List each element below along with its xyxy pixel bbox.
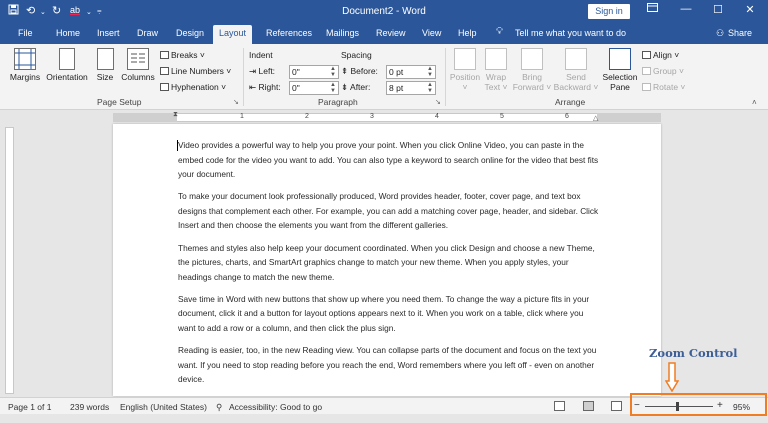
- paragraph[interactable]: Save time in Word with new buttons that show up where you need them. To change the way a picture fits in your document, click it and a button for layout options appears next to it. When you work on a table, click where you want to add a row or a column, and then click the plus sign.: [178, 293, 590, 333]
- group-label: Group: [653, 66, 677, 76]
- group-separator: [445, 48, 446, 106]
- annotation-arrow-icon: [665, 362, 679, 392]
- ribbon: [0, 44, 768, 110]
- ruler-left-margin: [113, 113, 177, 122]
- indent-left-text: Left:: [258, 66, 276, 76]
- breaks-icon: [160, 51, 169, 59]
- tab-draw[interactable]: Draw: [137, 28, 159, 38]
- indent-marker-icon[interactable]: ⧗: [173, 111, 178, 118]
- hyphenation-label: Hyphenation: [171, 82, 219, 92]
- close-icon[interactable]: ✕: [745, 4, 755, 16]
- indent-right-text: Right:: [258, 82, 281, 92]
- read-mode-icon[interactable]: [554, 401, 565, 411]
- columns-label: Columns: [121, 72, 155, 82]
- orientation-label: Orientation: [46, 72, 88, 82]
- annotation-highlight-box: [630, 393, 767, 416]
- hyphenation-button[interactable]: Hyphenation ˅: [160, 82, 226, 92]
- spin-arrows-icon[interactable]: ▲ ▼: [330, 66, 336, 78]
- size-icon: [97, 48, 114, 70]
- spacing-label: Spacing: [341, 50, 372, 60]
- accessibility-status[interactable]: Accessibility: Good to go: [229, 402, 323, 412]
- minimize-icon[interactable]: —: [680, 3, 692, 15]
- zoom-percent[interactable]: 95%: [733, 402, 751, 412]
- tab-references[interactable]: References: [266, 28, 313, 38]
- indent-right-input[interactable]: [289, 81, 339, 95]
- indent-right-icon: ⇤: [249, 82, 257, 92]
- share-icon[interactable]: ⚇: [716, 28, 725, 38]
- spacing-after-input[interactable]: [386, 81, 436, 95]
- margins-label: Margins: [9, 72, 41, 82]
- undo-icon[interactable]: ⟲: [26, 5, 36, 17]
- send-backward-icon: [565, 48, 587, 70]
- paragraph[interactable]: Reading is easier, too, in the new Reading view. You can collapse parts of the document and focus on the text you want. If you need to stop reading before you reach the end, Word remembers where you left off - even on another device.: [178, 345, 597, 385]
- selection-pane-button[interactable]: [600, 48, 640, 92]
- align-button[interactable]: Align ˅: [642, 50, 679, 60]
- page-setup-launcher-icon[interactable]: ↘: [233, 99, 239, 106]
- collapse-ribbon-icon[interactable]: ˄: [752, 98, 757, 107]
- arrange-group-label: Arrange: [555, 97, 586, 107]
- right-indent-marker-icon[interactable]: △: [593, 115, 599, 122]
- web-layout-icon[interactable]: [611, 401, 622, 411]
- print-layout-icon[interactable]: [583, 401, 594, 411]
- indent-right-label: [249, 82, 281, 93]
- orientation-icon: [59, 48, 75, 70]
- customize-icon[interactable]: ⩦: [97, 6, 102, 15]
- indent-left-input[interactable]: [289, 65, 339, 79]
- document-body[interactable]: [178, 138, 601, 394]
- spacing-after-icon: ⇟: [341, 82, 349, 92]
- tab-review[interactable]: Review: [376, 28, 406, 38]
- zoom-in-button[interactable]: +: [717, 400, 723, 411]
- spin-arrows-icon[interactable]: ▲ ▼: [427, 66, 433, 78]
- columns-icon: [127, 48, 149, 70]
- language-status[interactable]: English (United States): [120, 402, 207, 412]
- lightbulb-icon[interactable]: 💡︎: [496, 26, 503, 37]
- paragraph-group-label: Paragraph: [318, 97, 358, 107]
- align-label: Align: [653, 50, 672, 60]
- paragraph[interactable]: Themes and styles also help keep your document coordinated. When you click Design and choose a new Theme, the pictures, charts, and SmartArt graphics change to match your new theme. When you apply styles, your headings change to match the new theme.: [178, 242, 595, 282]
- breaks-button[interactable]: Breaks ˅: [160, 50, 205, 60]
- annotation-label: Zoom Control: [649, 346, 738, 360]
- spelling-dropdown-icon[interactable]: ⌄: [86, 9, 92, 16]
- document-title: Document2 - Word: [342, 6, 426, 17]
- rotate-button[interactable]: Rotate ˅: [642, 82, 685, 92]
- selection-pane-label: Selection Pane: [602, 72, 638, 92]
- spacing-before-icon: ⇞: [341, 66, 349, 76]
- accessibility-icon: ⚲: [216, 402, 223, 412]
- spin-arrows-icon[interactable]: ▲ ▼: [427, 82, 433, 94]
- tab-mailings[interactable]: Mailings: [326, 28, 360, 38]
- wrap-text-icon: [485, 48, 507, 70]
- rotate-label: Rotate: [653, 82, 679, 92]
- bring-forward-icon: [521, 48, 543, 70]
- paragraph[interactable]: To make your document look professionally produced, Word provides header, footer, cover page, and text box designs that complement each other. For example, you can add a matching cover page, header, and sidebar. Click Insert and then choose the elements you want from the different galleries.: [178, 191, 599, 231]
- group-separator: [243, 48, 244, 106]
- group-icon: [642, 67, 651, 75]
- position-label: Position: [449, 72, 481, 82]
- save-icon[interactable]: [8, 4, 19, 18]
- ruler-number: 5: [500, 113, 504, 120]
- horizontal-ruler[interactable]: [0, 111, 768, 124]
- paragraph-launcher-icon[interactable]: ↘: [435, 99, 441, 106]
- ruler-right-margin: [597, 113, 661, 122]
- page-setup-group-label: Page Setup: [97, 97, 142, 107]
- position-button[interactable]: Position ˅: [448, 48, 482, 92]
- tab-home[interactable]: Home: [56, 28, 81, 38]
- ribbon-display-icon[interactable]: [640, 3, 664, 15]
- ruler-number: 2: [305, 113, 309, 120]
- tab-insert[interactable]: Insert: [97, 28, 120, 38]
- margins-icon: [14, 48, 36, 70]
- undo-dropdown-icon[interactable]: ⌄: [40, 9, 46, 16]
- wrap-text-button[interactable]: Wrap Text ˅: [483, 48, 509, 92]
- ruler-number: 6: [565, 113, 569, 120]
- spin-arrows-icon[interactable]: ▲ ▼: [330, 82, 336, 94]
- ruler-number: 3: [370, 113, 374, 120]
- spacing-before-value: 0 pt: [389, 67, 404, 77]
- ruler-number: 1: [240, 113, 244, 120]
- selection-pane-icon: [609, 48, 631, 70]
- bring-forward-label: Bring Forward: [512, 72, 544, 92]
- paragraph[interactable]: Video provides a powerful way to help you prove your point. When you click Online Video, you can paste in the embed code for the video you want to add. You can also type a keyword to search online for the video that best fits your document.: [178, 140, 599, 179]
- spacing-after-text: After:: [350, 82, 371, 92]
- indent-left-label: [249, 66, 275, 77]
- word-count[interactable]: 239 words: [70, 402, 110, 412]
- ribbon-tabs: [0, 24, 768, 44]
- sign-in-button[interactable]: Sign in: [588, 4, 630, 19]
- tab-view[interactable]: View: [422, 28, 442, 38]
- rotate-icon: [642, 83, 651, 91]
- tab-file[interactable]: File: [18, 28, 33, 38]
- page-count[interactable]: Page 1 of 1: [8, 402, 52, 412]
- spacing-after-value: 8 pt: [389, 83, 404, 93]
- indent-right-value: 0": [292, 83, 300, 93]
- position-icon: [454, 48, 476, 70]
- tab-design[interactable]: Design: [176, 28, 205, 38]
- align-icon: [642, 51, 651, 59]
- tab-layout[interactable]: Layout: [213, 25, 252, 44]
- maximize-icon[interactable]: ☐: [713, 4, 723, 16]
- send-backward-button[interactable]: Send Backward ˅: [553, 48, 599, 92]
- title-bar: [0, 0, 768, 24]
- margins-button[interactable]: [8, 48, 42, 82]
- document-page[interactable]: [113, 124, 661, 396]
- line-numbers-label: Line Numbers: [171, 66, 224, 76]
- indent-left-icon: ⇥: [249, 66, 257, 76]
- hyphenation-icon: [160, 83, 169, 91]
- vertical-ruler[interactable]: [5, 127, 14, 394]
- tell-me-search[interactable]: Tell me what you want to do: [515, 28, 627, 38]
- zoom-out-button[interactable]: −: [634, 400, 640, 411]
- breaks-label: Breaks: [171, 50, 198, 60]
- share-button[interactable]: Share: [728, 28, 753, 38]
- ruler-number: 4: [435, 113, 439, 120]
- line-numbers-icon: [160, 67, 169, 75]
- line-numbers-button[interactable]: Line Numbers ˅: [160, 66, 231, 76]
- redo-icon[interactable]: ↻: [52, 5, 62, 17]
- send-backward-label: Send Backward: [553, 72, 591, 92]
- columns-button[interactable]: [120, 48, 156, 82]
- tab-help[interactable]: Help: [458, 28, 477, 38]
- group-button[interactable]: Group ˅: [642, 66, 684, 76]
- spacing-after-label: [341, 82, 370, 93]
- bring-forward-button[interactable]: Bring Forward ˅: [510, 48, 554, 92]
- indent-label: Indent: [249, 50, 273, 60]
- spacing-before-text: Before:: [350, 66, 378, 76]
- wrap-text-label: Wrap Text: [484, 72, 507, 92]
- spacing-before-input[interactable]: [386, 65, 436, 79]
- spacing-before-label: [341, 66, 378, 77]
- size-button[interactable]: [93, 48, 117, 82]
- indent-left-value: 0": [292, 67, 300, 77]
- spelling-icon[interactable]: ab: [70, 5, 81, 15]
- size-label: Size: [96, 72, 114, 82]
- orientation-button[interactable]: [44, 48, 90, 82]
- ruler-strip: [113, 113, 661, 122]
